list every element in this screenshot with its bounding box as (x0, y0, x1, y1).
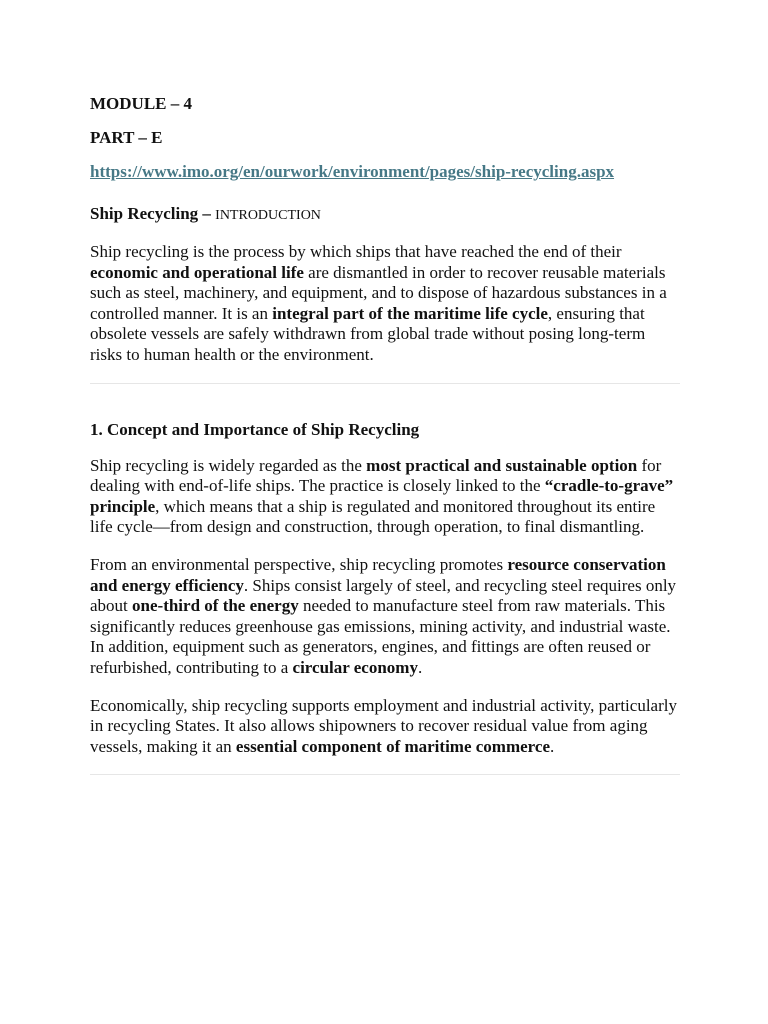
bold-run: essential component of maritime commerce (235, 736, 550, 756)
text-run: Ship recycling is widely regarded as the (90, 455, 367, 475)
intro-title-sub: INTRODUCTION (215, 208, 321, 223)
divider (90, 774, 680, 775)
section-1-paragraph-1 (90, 456, 680, 538)
bold-run: most practical and sustainable option (366, 455, 638, 475)
text-run: . (550, 736, 555, 756)
document-page (90, 93, 680, 775)
text-run: are dismantled in order to recover reusable materials such as steel, machinery, and equipment, and to dispose of hazardous substances in a controlled manner. It is an (90, 262, 667, 323)
module-heading: MODULE – 4 (90, 94, 192, 113)
bold-run: one-third of the energy (132, 596, 299, 616)
part-heading: PART – E (90, 128, 163, 147)
section-1-paragraph-2 (90, 555, 680, 679)
text-run: From an environmental perspective, ship recycling promotes (90, 554, 508, 574)
section-1-paragraph-3 (90, 696, 680, 758)
text-run: needed to manufacture steel from raw materials. This significantly reduces greenhouse gas emissions, mining activity, and industrial waste. In addition, equipment such as generators, engines, and fittings are often reused or refurbished, contributing to a (90, 596, 671, 677)
text-run: . (417, 657, 423, 677)
text-run: Economically, ship recycling supports employment and industrial activity, particularly in recycling States. It also allows shipowners to recover residual value from aging vessels, making it an (90, 695, 677, 756)
intro-title (90, 203, 680, 227)
text-run: , ensuring that obsolete vessels are safely withdrawn from global trade without posing long-term risks to human health or the environment. (90, 303, 646, 364)
source-link[interactable]: https://www.imo.org/en/ourwork/environment/pages/ship-recycling.aspx (90, 162, 615, 181)
bold-run: economic and operational life (90, 262, 304, 282)
divider (90, 383, 680, 384)
text-run: . Ships consist largely of steel, and recycling steel requires only about (90, 575, 677, 616)
bold-run: resource conservation and energy efficiency (90, 554, 666, 595)
bold-run: “cradle-to-grave” principle (90, 476, 674, 516)
bold-run: circular economy (292, 657, 418, 677)
text-run: for dealing with end-of-life ships. The practice is closely linked to the (90, 455, 662, 496)
text-run: Ship recycling is the process by which ships that have reached the end of their (90, 242, 622, 261)
bold-run: integral part of the maritime life cycle (272, 303, 548, 323)
intro-title-main: Ship Recycling – (90, 204, 216, 223)
section-1-title: 1. Concept and Importance of Ship Recycling (90, 419, 420, 439)
intro-paragraph (90, 242, 680, 366)
text-run: , which means that a ship is regulated and monitored throughout its entire life cycle—from design and construction, through operation, to final dismantling. (90, 496, 656, 537)
